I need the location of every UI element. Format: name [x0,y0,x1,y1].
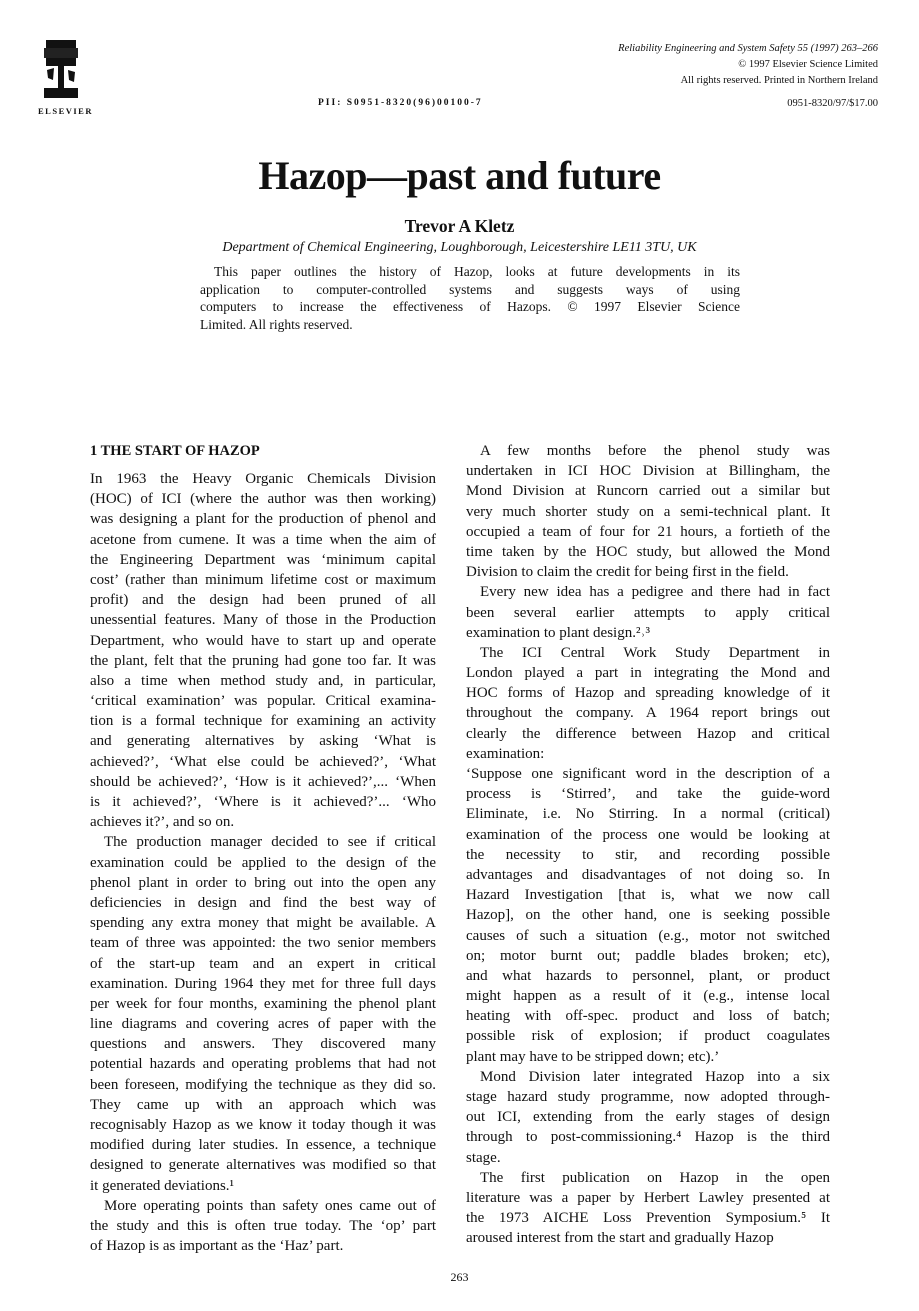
text-line: computers to increase the effectiveness of Hazops. © 1997 Elsevier Science [200,299,740,314]
text-line: should be achieved?’, ‘How is it achieved?’,... ‘When [90,773,436,790]
text-line: acetone from cumene. It was a time when the aim of [90,531,436,548]
text-line: the study and this is often true today. The ‘op’ part [90,1217,436,1234]
paragraph [466,643,830,764]
pii: PII: S0951-8320(96)00100-7 [318,98,483,108]
text-line: causes of such a situation (e.g., motor not switched [466,927,830,944]
issn-price: 0951-8320/97/$17.00 [787,98,878,109]
text-line: through to post-commissioning.⁴ Hazop is the third [466,1129,830,1146]
text-line: been several earlier attempts to apply critical [466,604,830,621]
paper-title: Hazop—past and future [258,153,661,198]
text-line: Every new idea has a pedigree and there had in fact [480,584,830,601]
journal-info [618,41,878,89]
text-line: examination could be applied to the design of the [90,854,436,871]
affiliation: Department of Chemical Engineering, Loughborough, Leicestershire LE11 3TU, UK [222,240,697,255]
text-line: was designing a plant for the production of phenol and [90,511,436,528]
left-column [90,441,436,1256]
text-line: Mond Division at Runcorn carried out a similar but [466,483,830,500]
text-line: questions and answers. They discovered many [90,1036,436,1053]
text-line: been foreseen, modifying the technique as they did so. [90,1076,436,1093]
text-line: application to computer-controlled systems and suggests ways of using [200,281,740,297]
elsevier-logo [44,40,78,98]
text-line: designed to generate alternatives was modified so that [90,1157,436,1174]
text-line: per week for four months, examining the phenol plant [90,995,436,1012]
text-line: examination of the process one would be looking at [466,826,830,843]
text-line: profit) and the design had been pruned of all [90,592,436,609]
text-line: time taken by the HOC study, but allowed the Mond [466,543,830,560]
text-line: Division to claim the credit for being first in the field. [466,564,789,581]
text-line: of Hazop is as important as the ‘Haz’ part. [90,1238,344,1255]
text-line: In 1963 the Heavy Organic Chemicals Division [90,471,436,487]
text-line: The ICI Central Work Study Department in [480,644,830,661]
text-line: This paper outlines the history of Hazop, looks at future developments in its [214,264,740,279]
text-line: A few months before the phenol study was [480,443,830,459]
text-line: Hazard Investigation [that is, what we now call [466,887,830,904]
copyright: © 1997 Elsevier Science Limited [738,59,878,70]
paragraph [466,441,830,582]
right-column [466,441,830,1249]
text-line: The first publication on Hazop in the open [480,1169,830,1186]
text-line: cost’ (rather than minimum lifetime cost or maximum [90,571,436,588]
text-line: Hazop], on the other hand, one is seeking possible [466,907,830,924]
text-line: heating with off-spec. product and loss of batch; [466,1008,830,1025]
text-line: the Engineering Department was ‘minimum capital [90,551,436,568]
text-line: line diagrams and covering acres of paper with the [90,1016,436,1033]
text-line: literature was a paper by Herbert Lawley presented at [466,1189,830,1206]
text-line: deficiencies in design and find the best way of [90,894,436,911]
text-line: HOC forms of Hazop and spreading knowledge of it [466,685,830,702]
publisher-name: ELSEVIER [38,106,93,116]
text-line: throughout the company. A 1964 report brings out [466,705,830,722]
paragraph [466,1067,830,1168]
text-line: out ICI, extending from the early stages of design [466,1109,830,1126]
text-line: team of three was appointed: the two senior members [90,935,436,952]
text-line: Department, who would have to start up and operate [90,632,436,649]
paragraph [90,1196,436,1257]
paragraph [90,469,436,832]
author: Trevor A Kletz [404,216,515,236]
text-line: of the start-up team and an expert in critical [90,955,436,972]
text-line: achieves it?’, and so on. [90,814,235,831]
text-line: unessential features. Many of those in the Production [90,612,436,629]
text-line: very much shorter study on a semi-technical plant. It [466,503,830,520]
text-line: recognisably Hazop as we know it today though it was [90,1117,436,1133]
text-line: the necessity to stir, and recording possible [466,846,830,863]
paragraph [466,1168,830,1249]
text-line: spending any extra money that might be available. A [90,915,436,932]
text-line: (HOC) of ICI (where the author was then working) [90,491,436,508]
text-line: possible risk of explosion; if product coagulates [466,1028,830,1045]
text-line: aroused interest from the start and gradually Hazop [466,1230,774,1247]
text-line: More operating points than safety ones came out of [104,1197,436,1214]
text-line: Eliminate, i.e. No Stirring. In a normal (critical) [466,806,830,823]
text-line: and what hazards to personnel, plant, or product [466,967,830,984]
text-line: ‘Suppose one significant word in the description of a [466,766,830,782]
text-line: it generated deviations.¹ [90,1177,235,1194]
section-heading: 1 THE START OF HAZOP [90,443,260,459]
text-line: examination: [466,745,545,762]
text-line: phenol plant in order to bring out into the open any [90,874,436,891]
text-line: is it achieved?’, ‘Where is it achieved?’... ‘Who [90,794,436,810]
text-line: ‘critical examination’ was popular. Critical examina- [90,693,436,710]
text-line: on; motor burnt out; paddle blades broken; etc), [466,947,830,964]
text-line: stage hazard study programme, now adopted through- [466,1089,830,1105]
text-line: undertaken in ICI HOC Division at Billingham, the [466,463,830,480]
text-line: modified during later studies. In essence, a technique [90,1137,436,1154]
text-line: and generating alternatives by asking ‘What is [90,733,436,750]
journal-citation: Reliability Engineering and System Safety 55 (1997) 263–266 [618,43,878,54]
paragraph [466,764,830,1067]
paragraph [466,582,830,643]
rights: All rights reserved. Printed in Northern Ireland [680,75,878,86]
text-line: process is ‘Stirred’, and take the guide-word [466,786,830,803]
page-number: 263 [450,1270,469,1284]
text-line: Mond Division later integrated Hazop into a six [480,1068,830,1085]
text-line: The production manager decided to see if critical [104,834,436,851]
text-line: the plant, felt that the pruning had gone too far. It was [90,652,436,669]
text-line: achieved?’, ‘What else could be achieved?’, ‘What [90,753,436,770]
text-line: examination. During 1964 they met for three full days [90,975,436,992]
text-line: potential hazards and operating problems that had not [90,1056,436,1073]
text-line: occupied a team of four for 21 hours, a fortieth of the [466,523,830,540]
text-line: clearly the difference between Hazop and critical [466,725,830,742]
paragraph [90,832,436,1195]
text-line: They came up with an approach which was [90,1096,436,1113]
text-line: examination to plant design.²˒³ [466,624,650,641]
text-line: also a time when method study and, in particular, [90,672,436,689]
text-line: the 1973 AICHE Loss Prevention Symposium.⁵ It [466,1210,830,1227]
text-line: London played a part in integrating the Mond and [466,665,830,682]
abstract [200,263,740,333]
text-line: stage. [466,1149,501,1166]
text-line: Limited. All rights reserved. [200,316,353,332]
text-line: tion is a formal technique for examining an activity [90,713,436,730]
text-line: advantages and disadvantages of not doing so. In [466,866,830,883]
text-line: might happen as a result of it (e.g., intense local [466,988,830,1005]
text-line: plant may have to be stripped down; etc).’ [466,1048,720,1065]
